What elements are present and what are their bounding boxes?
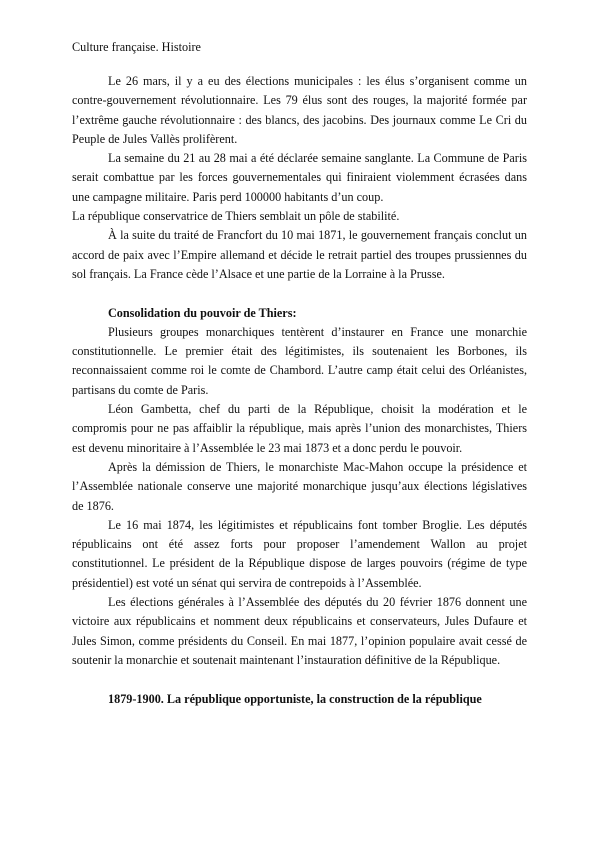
paragraph-elections-1876: Les élections générales à l’Assemblée des députés du 20 février 1876 donnent une victoire aux républicains et nomment deux républicains et conservateurs, Jules Dufaure et Jules Simon, comme présidents du Conseil. En mai 1877, l’opinion populaire avait cessé de soutenir la monarchie et soutenait maintenant l’instauration définitive de la République.: [72, 595, 527, 667]
section-heading-consolidation: Consolidation du pouvoir de Thiers:: [108, 305, 297, 320]
paragraph-bloody-week: La semaine du 21 au 28 mai a été déclarée semaine sanglante. La Commune de Paris serait combattue par les forces gouvernementales qui finiraient violemment écrasées dans une campagne militaire. Paris perd 100000 habitants d’un coup.: [72, 151, 527, 204]
paragraph-municipal-elections: Le 26 mars, il y a eu des élections municipales : les élus s’organisent comme un contre-gouvernement révolutionnaire. Les 79 élus sont des rouges, la majorité formée par l’extrême gauche révolutionnaire : des blancs, des jacobins. Des journaux comme Le Cri du Peuple de Jules Vallès prolifèrent.: [72, 74, 527, 146]
section-heading-opportunist-republic: 1879-1900. La république opportuniste, la construction de la république: [108, 691, 482, 706]
paragraph-broglie: Le 16 mai 1874, les légitimistes et républicains font tomber Broglie. Les députés républicains ont été assez forts pour proposer l’amendement Wallon au projet constitutionnel. Le président de la République dispose de larges pouvoirs (régime de type présidentiel) est voté un sénat qui servira de contrepoids à l’Assemblée.: [72, 517, 527, 590]
blank-line: [72, 670, 527, 689]
running-header: Culture française. Histoire: [72, 40, 201, 54]
paragraph-gambetta: Léon Gambetta, chef du parti de la République, choisit la modération et le compromis pour ne pas affaiblir la république, mais après l’union des monarchistes, Thiers est devenu minoritaire à l’Assemblée le 23 mai 1873 et a donc perdu le pouvoir.: [72, 402, 527, 455]
paragraph-frankfurt-treaty: À la suite du traité de Francfort du 10 mai 1871, le gouvernement français conclut un accord de paix avec l’Empire allemand et décide le retrait partiel des troupes prussiennes du sol français. La France cède l’Alsace et une partie de la Lorraine à la Prusse.: [72, 228, 527, 281]
blank-line: [72, 284, 527, 303]
paragraph-conservative-republic: La république conservatrice de Thiers semblait un pôle de stabilité.: [72, 209, 400, 224]
paragraph-monarchist-groups: Plusieurs groupes monarchiques tentèrent d’instaurer en France une monarchie constitutionnelle. Le premier était des légitimistes, ils soutenaient les Borbones, ils reconnaissaient comme roi le comte de Chambord. L’autre camp était celui des Orléanistes, partisans du comte de Paris.: [72, 324, 527, 397]
paragraph-mac-mahon: Après la démission de Thiers, le monarchiste Mac-Mahon occupe la présidence et l’Assemblée nationale conserve une majorité monarchique jusqu’aux élections législatives de 1876.: [72, 459, 527, 513]
document-body: [72, 72, 527, 709]
